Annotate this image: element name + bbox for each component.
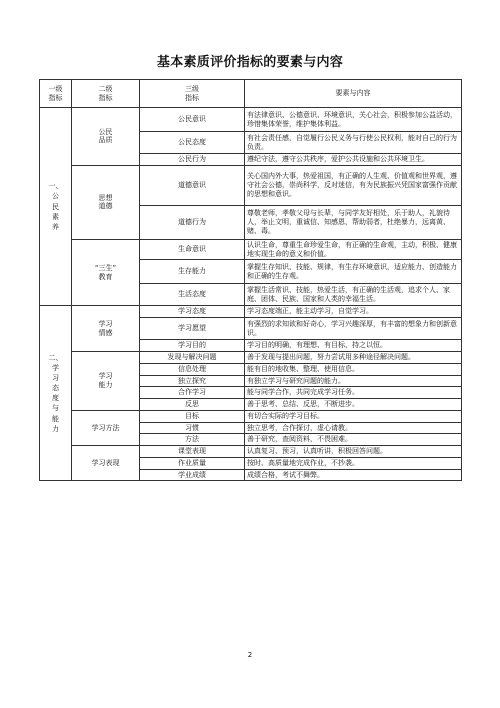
content-cell: 能有目的地收集、整理、使用信息。: [245, 363, 462, 375]
level2-label: 学习 能力: [98, 372, 113, 389]
level2-cell: [72, 306, 140, 352]
level3-cell: 道德意识: [140, 165, 245, 205]
content-cell: 学习目的明确，有理想、有目标，持之以恒。: [245, 340, 462, 352]
level3-cell: 公民行为: [140, 154, 245, 166]
content-cell: 有强烈的求知欲和好奇心，学习兴趣深厚，有丰富的想象力和创新意识。: [245, 318, 462, 340]
level3-cell: 目标: [140, 410, 245, 422]
level1-label: 二、 学 习 态 度 与 能 力: [48, 353, 63, 433]
table-row: [40, 351, 462, 363]
level1-label: 一、 公 民 素 养: [48, 182, 63, 231]
level3-cell: 生存能力: [140, 260, 245, 284]
content-cell: 认真复习、预习，认真听讲，积极回答问题。: [245, 446, 462, 458]
level3-cell: 独立探究: [140, 375, 245, 387]
header-level3-label: 三级 指标: [185, 84, 199, 102]
level2-cell: [72, 446, 140, 481]
level2-label: 思想 道德: [98, 193, 113, 211]
level3-cell: 学业成绩: [140, 469, 245, 481]
level3-cell: 发现与解决问题: [140, 351, 245, 363]
evaluation-table: [39, 79, 462, 481]
content-cell: 有独立学习与研究问题的能力。: [245, 375, 462, 387]
header-level2: [72, 80, 140, 108]
level3-cell: 道德行为: [140, 205, 245, 239]
content-cell: 关心国内外大事，热爱祖国，有正确的人生观、价值观和世界观，遵守社会公德，崇尚科学，反对迷信，有为民族振兴凭国家富强作贡献的思想和意识。: [245, 165, 462, 205]
header-level3: [140, 80, 245, 108]
level3-cell: 作业质量: [140, 457, 245, 469]
level3-cell: 学习目的: [140, 340, 245, 352]
level2-cell: [72, 410, 140, 445]
page-title: 基本素质评价指标的要素与内容: [156, 55, 344, 70]
level3-cell: 学习态度: [140, 306, 245, 318]
level2-cell: [72, 165, 140, 239]
level2-cell: [72, 351, 140, 410]
level3-cell: 合作学习: [140, 387, 245, 399]
level3-cell: 生活态度: [140, 284, 245, 306]
content-cell: 有社会责任感，自觉履行公民义务与行使公民权利，能对自己的行为负责。: [245, 132, 462, 154]
header-content-label: 要素与内容: [335, 89, 371, 98]
content-cell: 有法律意识、公德意识、环境意识，关心社会，积极参加公益活动，珍惜集体荣誉，维护集体利益。: [245, 108, 462, 132]
content-cell: 学习态度端正，能主动学习，自觉学习。: [245, 306, 462, 318]
level1-cell: [40, 306, 72, 481]
content-cell: 认识生命，尊重生命珍爱生命，有正确的生命观，主动，积极、健康地实现生命的意义和价值。: [245, 239, 462, 260]
table-row: [40, 446, 462, 458]
level3-cell: 习惯: [140, 422, 245, 434]
table-row: [40, 239, 462, 260]
level2-cell: [72, 239, 140, 306]
level3-cell: 公民态度: [140, 132, 245, 154]
content-cell: 有切合实际的学习目标。: [245, 410, 462, 422]
table-row: [40, 306, 462, 318]
content-cell: 遵纪守法，遵守公共秩序，爱护公共设施和公共环境卫生。: [245, 154, 462, 166]
table-row: [40, 165, 462, 205]
header-level1: [40, 80, 72, 108]
table-row: [40, 108, 462, 132]
level2-label: 公民 品质: [98, 127, 113, 145]
content-cell: 善于思考、总结、反思，不断进步。: [245, 399, 462, 411]
header-level1-label: 一级 指标: [48, 84, 63, 102]
header-content: [245, 80, 462, 108]
content-cell: 尊敬老师，孝敬父母与长辈，与同学友好相处，乐于助人，礼貌待人，举止文明，重诚信、知感恩，帮助弱者，杜绝暴力，远离黄、赌、毒。: [245, 205, 462, 239]
level3-cell: 学习愿望: [140, 318, 245, 340]
content-cell: 掌握生活常识、技能，热爱生活，有正确的生活观，追求个人、家庭、团体、民族、国家和人类的幸福生活。: [245, 284, 462, 306]
table-header-row: [40, 80, 462, 108]
content-cell: 善于发现与提出问题，努力尝试用多种途径解决问题。: [245, 351, 462, 363]
content-cell: 按时、高质量地完成作业，不抄袭。: [245, 457, 462, 469]
level1-cell: [40, 108, 72, 306]
level2-label: 学习表现: [91, 458, 120, 467]
level3-cell: 方法: [140, 434, 245, 446]
level2-label: 学习 情感: [98, 319, 113, 337]
level3-cell: 信息处理: [140, 363, 245, 375]
content-cell: 独立思考，合作探讨，虚心请教。: [245, 422, 462, 434]
level3-cell: 反思: [140, 399, 245, 411]
content-cell: 善于研究，查阅资料，不畏困难。: [245, 434, 462, 446]
table-row: [40, 410, 462, 422]
content-cell: 掌握生存知识、技能、规律，有生存环境意识，适应能力、创造能力和正确的生存观。: [245, 260, 462, 284]
level2-label: “三生” 教育: [94, 263, 117, 281]
header-level2-label: 二级 指标: [98, 84, 113, 102]
content-cell: 能与同学合作，共同完成学习任务。: [245, 387, 462, 399]
content-cell: 成绩合格，考试不舞弊。: [245, 469, 462, 481]
level2-label: 学习方法: [91, 423, 120, 432]
table-body: [40, 80, 462, 481]
page-number: 2: [247, 651, 253, 659]
level3-cell: 课堂表现: [140, 446, 245, 458]
level3-cell: 公民意识: [140, 108, 245, 132]
level3-cell: 生命意识: [140, 239, 245, 260]
level2-cell: [72, 108, 140, 166]
